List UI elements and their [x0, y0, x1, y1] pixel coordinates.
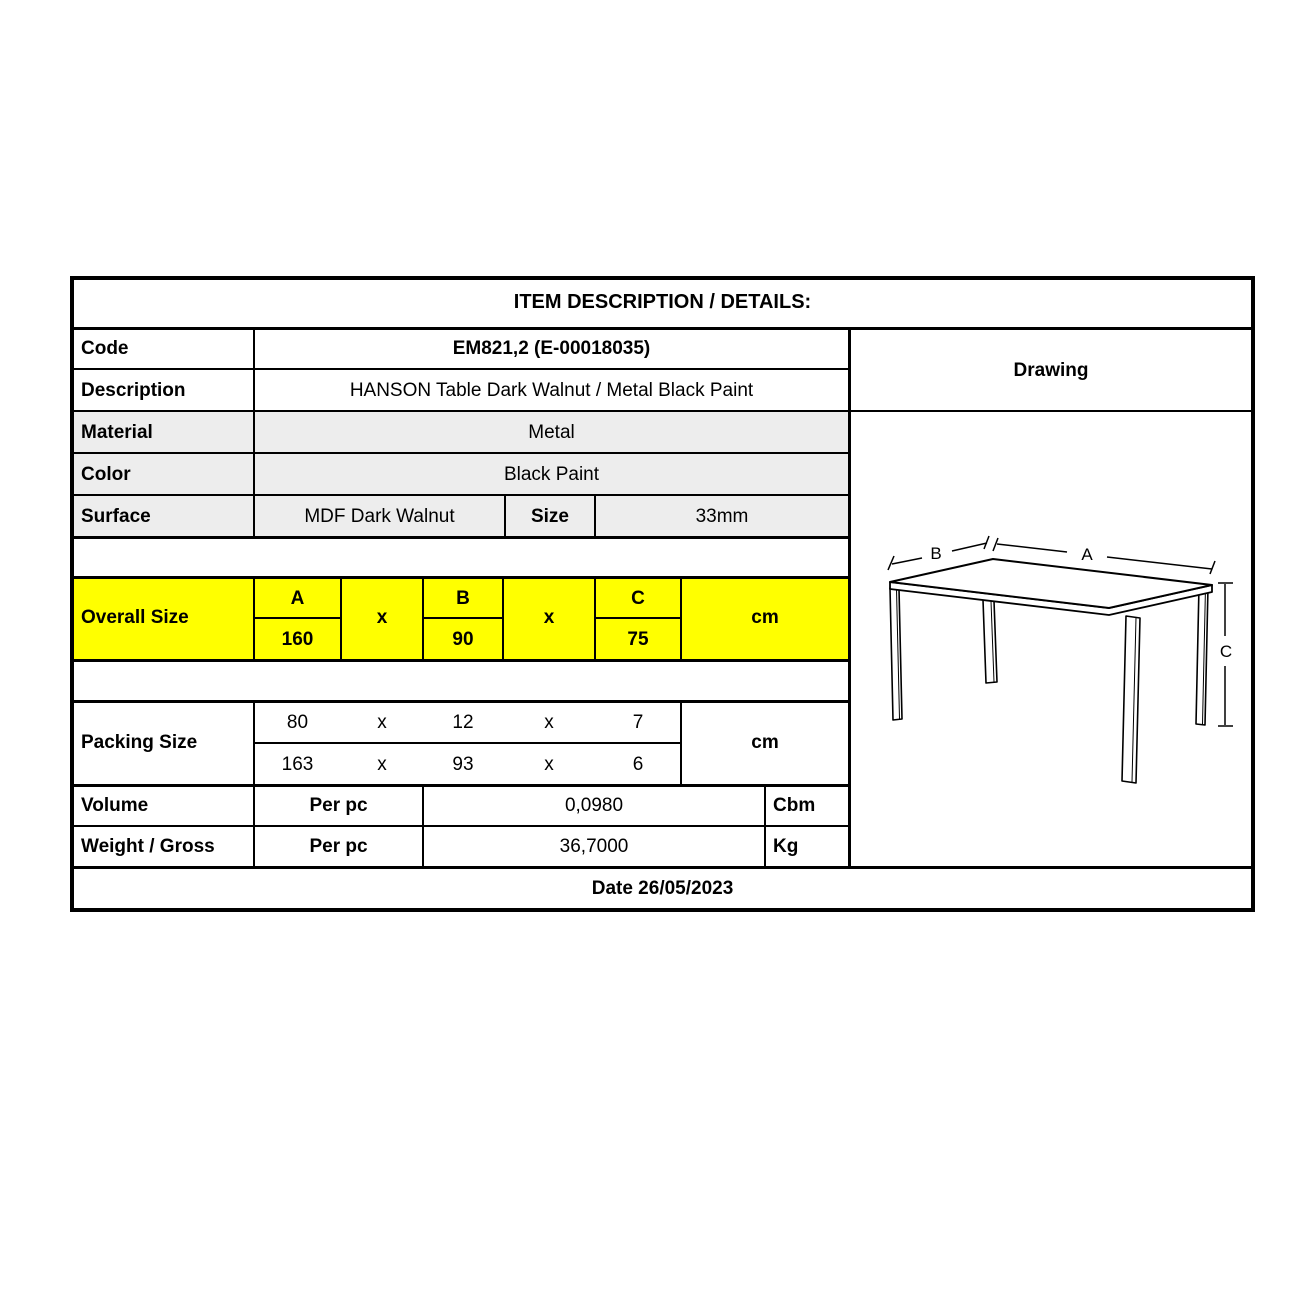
- packing-row2-x2: x: [544, 753, 554, 775]
- table-leg-back-left: [983, 600, 997, 683]
- grid-line: [70, 908, 1255, 912]
- grid-line: [70, 659, 848, 662]
- sheet-title: ITEM DESCRIPTION / DETAILS:: [513, 290, 812, 313]
- table-drawing: [848, 412, 1255, 866]
- packing-row2-v1: 163: [281, 753, 314, 775]
- description-value: HANSON Table Dark Walnut / Metal Black Paint: [349, 379, 754, 401]
- weight-value: 36,7000: [559, 836, 629, 857]
- overall-size-a-value: 160: [281, 628, 314, 650]
- drawing-label: Drawing: [1013, 359, 1089, 381]
- drawing-dim-a-label: A: [1081, 545, 1093, 564]
- code-value: EM821,2 (E-00018035): [452, 338, 651, 359]
- color-label: Color: [81, 463, 131, 485]
- packing-row2-v3: 6: [632, 753, 644, 775]
- volume-unit: Cbm: [773, 795, 816, 816]
- table-leg-front-left: [890, 588, 902, 720]
- overall-size-c-letter: C: [631, 587, 645, 609]
- size-label: Size: [530, 505, 570, 527]
- weight-per: Per pc: [309, 836, 368, 857]
- packing-size-label: Packing Size: [81, 731, 198, 753]
- overall-size-c-value: 75: [627, 628, 649, 650]
- drawing-dim-c-label: C: [1219, 642, 1233, 661]
- overall-size-b-letter: B: [456, 587, 470, 609]
- overall-size-label: Overall Size: [81, 607, 189, 628]
- packing-size-unit: cm: [751, 731, 779, 753]
- packing-row1-v1: 80: [286, 712, 309, 733]
- description-label: Description: [81, 379, 186, 401]
- grid-line: [70, 536, 848, 539]
- material-label: Material: [81, 421, 153, 443]
- overall-size-b-value: 90: [452, 628, 474, 650]
- volume-per: Per pc: [309, 795, 368, 816]
- surface-value: MDF Dark Walnut: [304, 505, 455, 527]
- table-leg-back-right: [1196, 586, 1208, 725]
- table-leg-front-right: [1122, 616, 1140, 783]
- volume-label: Volume: [81, 795, 149, 816]
- material-value: Metal: [528, 421, 575, 443]
- overall-size-x1: x: [376, 607, 388, 628]
- packing-row1-x2: x: [544, 712, 554, 733]
- date-text: Date 26/05/2023: [591, 878, 734, 899]
- color-value: Black Paint: [503, 463, 600, 485]
- packing-row1-x1: x: [377, 712, 387, 733]
- overall-size-a-letter: A: [290, 587, 305, 609]
- surface-label: Surface: [81, 505, 151, 527]
- weight-label: Weight / Gross: [81, 836, 215, 857]
- drawing-dim-b-label: B: [930, 544, 942, 563]
- overall-size-unit: cm: [751, 607, 779, 628]
- overall-size-x2: x: [543, 607, 555, 628]
- weight-unit: Kg: [773, 836, 799, 857]
- packing-row2-x1: x: [377, 753, 387, 775]
- packing-row2-v2: 93: [452, 753, 474, 775]
- packing-row1-v3: 7: [632, 712, 644, 733]
- packing-row1-v2: 12: [452, 712, 474, 733]
- size-value: 33mm: [695, 505, 749, 527]
- volume-value: 0,0980: [564, 795, 624, 816]
- code-label: Code: [81, 338, 129, 359]
